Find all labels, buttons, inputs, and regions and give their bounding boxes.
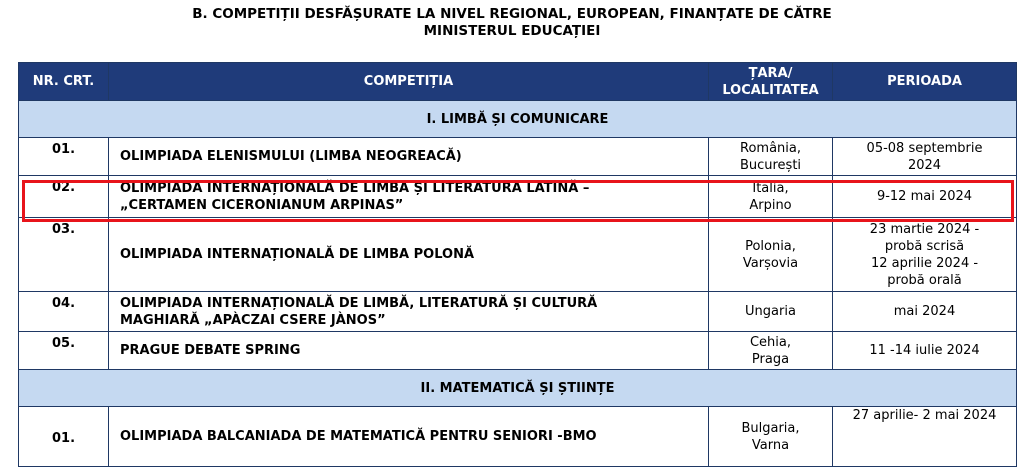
- title-line-2: MINISTERUL EDUCAȚIEI: [423, 23, 601, 39]
- table-row: 05. PRAGUE DEBATE SPRING Cehia, Praga 11 -14 iulie 2024: [19, 332, 1017, 370]
- table-row: 01. OLIMPIADA ELENISMULUI (LIMBA NEOGREACĂ) România, București 05-08 septembrie 2024: [19, 138, 1017, 176]
- header-competitia: COMPETIȚIA: [109, 63, 709, 101]
- section-row-limba: [19, 101, 1017, 138]
- header-nr-crt: NR. CRT.: [19, 63, 109, 101]
- table-row: 01. OLIMPIADA BALCANIADA DE MATEMATICĂ PENTRU SENIORI -BMO Bulgaria, Varna 27 aprilie- 2 mai 2024: [19, 407, 1017, 467]
- competitions-table: [18, 62, 1017, 467]
- header-tara: ȚARA/ LOCALITATEA: [709, 63, 833, 101]
- section-title: II. MATEMATICĂ ȘI ȘTIINȚE: [19, 370, 1017, 407]
- table-header-row: [19, 63, 1017, 101]
- document-title: [0, 6, 1024, 40]
- table-row: 04. OLIMPIADA INTERNAȚIONALĂ DE LIMBĂ, LITERATURĂ ȘI CULTURĂ MAGHIARĂ „APÀCZAI CSERE JÀNOS” Ungaria mai 2024: [19, 292, 1017, 332]
- table-row: 03. OLIMPIADA INTERNAȚIONALĂ DE LIMBA POLONĂ Polonia, Varșovia 23 martie 2024 - probă scrisă 12 aprilie 2024 - probă orală: [19, 218, 1017, 292]
- section-title: I. LIMBĂ ȘI COMUNICARE: [19, 101, 1017, 138]
- header-perioada: PERIOADA: [833, 63, 1017, 101]
- title-line-1: B. COMPETIȚII DESFĂȘURATE LA NIVEL REGIONAL, EUROPEAN, FINANȚATE DE CĂTRE: [192, 6, 832, 22]
- table-row: 02. OLIMPIADA INTERNAȚIONALĂ DE LIMBA ȘI LITERATURA LATINĂ – „CERTAMEN CICERONIANUM ARPINAS” Italia, Arpino 9-12 mai 2024: [19, 176, 1017, 218]
- section-row-matematica: [19, 370, 1017, 407]
